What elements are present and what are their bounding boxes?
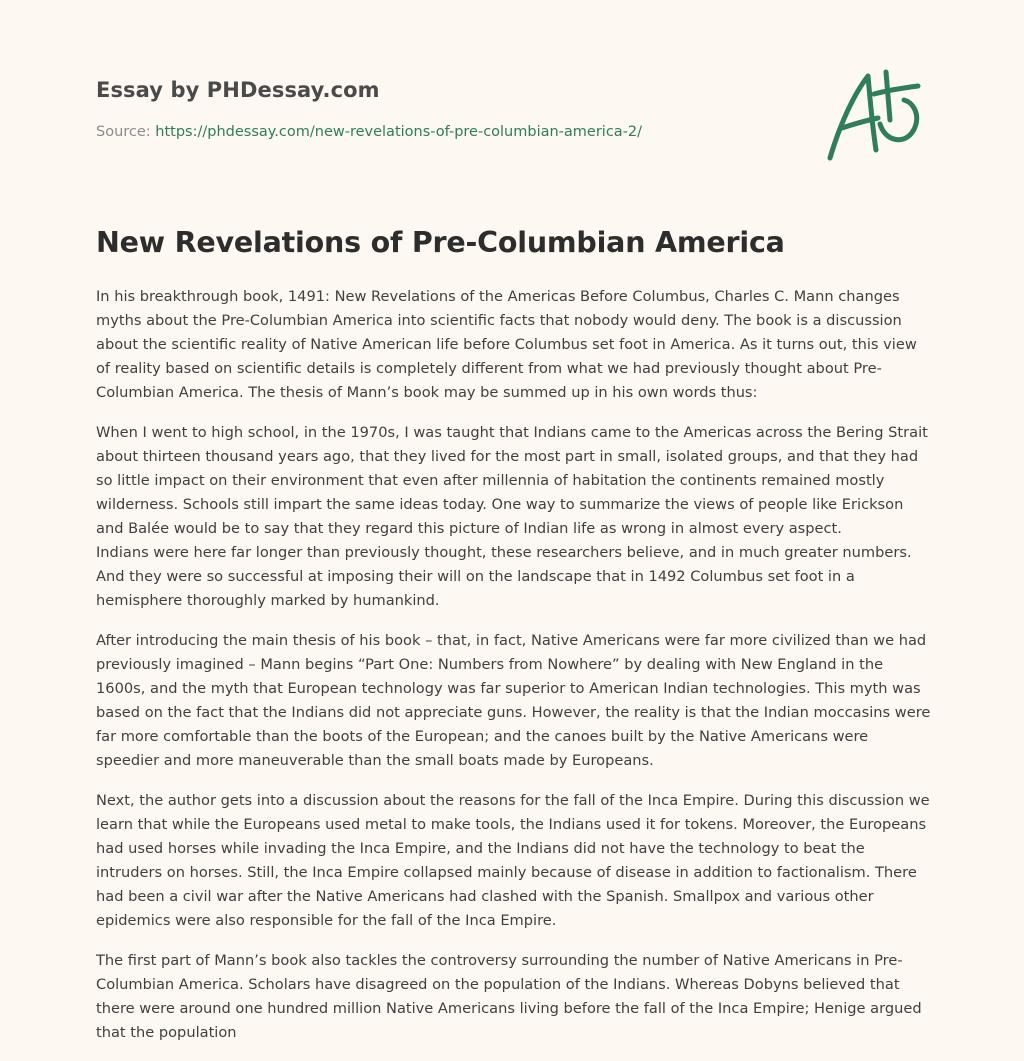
source-label: Source: (96, 124, 151, 140)
paragraph-population: The first part of Mann’s book also tackles the controversy surrounding the number of Native Americans in Pre-Columbian America. Scholars have disagreed on the population of the Indians. Whereas Dobyns believed that there were around one hundred million Native Americans living before the fall of the Inca Empire; Henige argued that the population (96, 952, 922, 1041)
article-body (96, 285, 934, 1061)
brand-title: Essay by PHDessay.com (96, 78, 380, 102)
paragraph-part-one: After introducing the main thesis of his book – that, in fact, Native Americans were far more civilized than we had previously imagined – Mann begins “Part One: Numbers from Nowhere” by dealing with New England in the 1600s, and the myth that European technology was far superior to American Indian technologies. This myth was based on the fact that the Indians did not appreciate guns. However, the reality is that the Indian moccasins were far more comfortable than the boots of the European; and the canoes built by the Native Americans were speedier and more maneuverable than the small boats made by Europeans. (96, 632, 931, 769)
source-line (96, 124, 642, 140)
article-title: New Revelations of Pre-Columbian America (96, 226, 785, 259)
quote-line-1: When I went to high school, in the 1970s, I was taught that Indians came to the Americas across the Bering Strait about thirteen thousand years ago, that they lived for the most part in small, isolated groups, and that they had so little impact on their environment that even after millennia of habitation the continents remained mostly wilderness. Schools still impart the same ideas today. One way to summarize the views of people like Erickson and Balée would be to say that they regard this picture of Indian life as wrong in almost every aspect. (96, 424, 928, 537)
paragraph-inca: Next, the author gets into a discussion about the reasons for the fall of the Inca Empire. During this discussion we learn that while the Europeans used metal to make tools, the Indians used it for tokens. Moreover, the Europeans had used horses while invading the Inca Empire, and the Indians did not have the technology to beat the intruders on horses. Still, the Inca Empire collapsed mainly because of disease in addition to factionalism. There had been a civil war after the Native Americans had clashed with the Spanish. Smallpox and various other epidemics were also responsible for the fall of the Inca Empire. (96, 792, 930, 929)
a-plus-logo-icon (820, 64, 930, 168)
quote-line-2: Indians were here far longer than previously thought, these researchers believe, and in much greater numbers. And they were so successful at imposing their will on the landscape that in 1492 Columbus set foot in a hemisphere thoroughly marked by humankind. (96, 544, 912, 609)
source-link[interactable]: https://phdessay.com/new-revelations-of-pre-columbian-america-2/ (155, 124, 643, 140)
paragraph-intro: In his breakthrough book, 1491: New Revelations of the Americas Before Columbus, Charles C. Mann changes myths about the Pre-Columbian America into scientific facts that nobody would deny. The book is a discussion about the scientific reality of Native American life before Columbus set foot in America. As it turns out, this view of reality based on scientific details is completely different from what we had previously thought about Pre-Columbian America. The thesis of Mann’s book may be summed up in his own words thus: (96, 288, 917, 401)
block-quote (96, 421, 934, 613)
